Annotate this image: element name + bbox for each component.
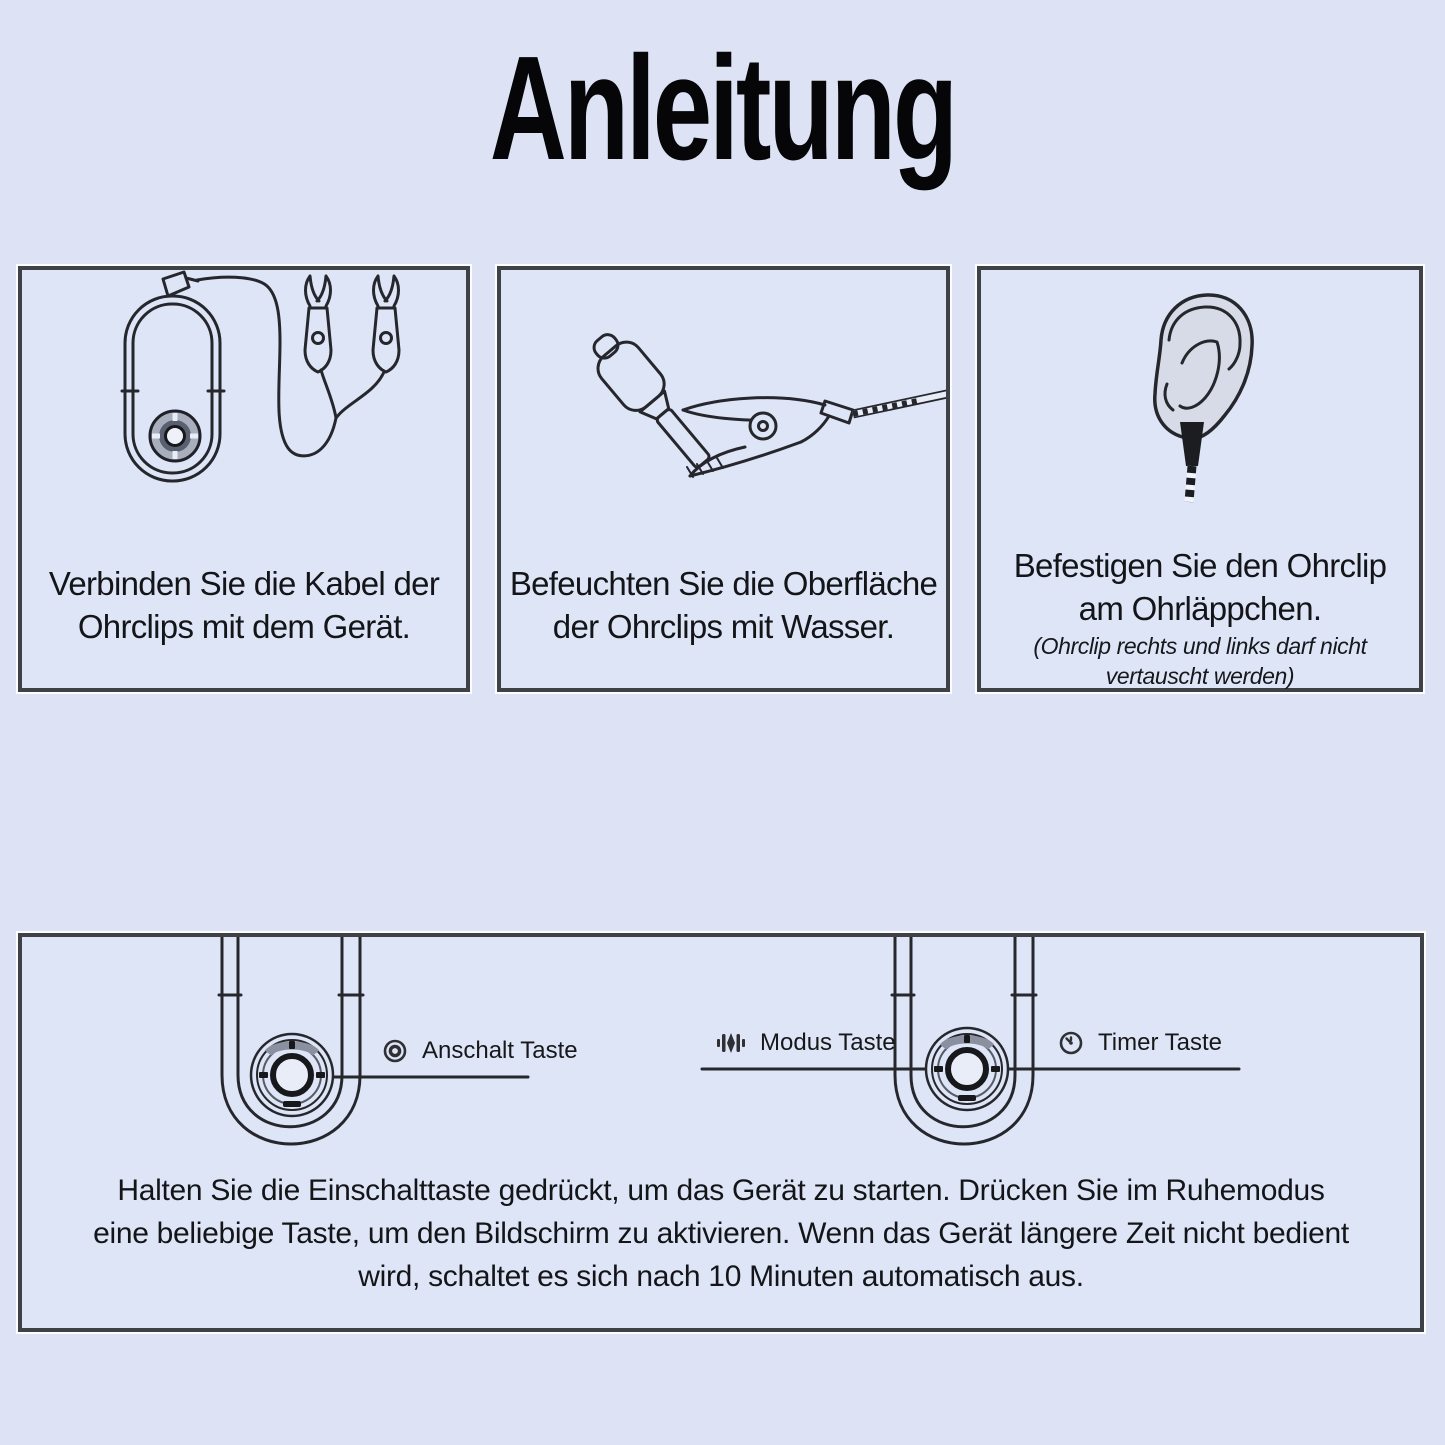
- caption-line: Befeuchten Sie die Oberfläche: [509, 565, 938, 602]
- caption-line: Ohrclips mit dem Gerät.: [77, 608, 411, 645]
- panel-connect-cables: [18, 266, 470, 692]
- panel-caption: [22, 562, 466, 648]
- usage-line: Halten Sie die Einschalttaste gedrückt, um das Gerät zu starten. Drücken Sie im Ruhemodus: [117, 1174, 1325, 1207]
- note-line: (Ohrclip rechts und links darf nicht: [1033, 633, 1367, 659]
- mode-button-text: Modus Taste: [760, 1029, 896, 1056]
- panel-note: [981, 631, 1419, 691]
- usage-line: wird, schaltet es sich nach 10 Minuten automatisch aus.: [358, 1260, 1084, 1293]
- alligator-clip: [683, 398, 853, 477]
- usage-instructions: [22, 1169, 1420, 1298]
- device-with-clips-illustration: [22, 270, 466, 536]
- timer-clock-icon: [1058, 1030, 1084, 1056]
- panel-caption: [501, 562, 946, 648]
- concentric-rings-icon: [382, 1038, 408, 1064]
- panel-moisten-clips: [497, 266, 950, 692]
- plug: [163, 272, 189, 296]
- panel-attach-earlobe: [977, 266, 1423, 692]
- ear-clip-left: [305, 276, 331, 372]
- control-dial-right: [926, 1028, 1008, 1110]
- caption-line: Befestigen Sie den Ohrclip: [1013, 547, 1387, 584]
- caption-line: Verbinden Sie die Kabel der: [48, 565, 440, 602]
- power-button-text: Anschalt Taste: [422, 1037, 578, 1064]
- buttons-section: [18, 933, 1424, 1332]
- control-dial-left: [251, 1034, 333, 1116]
- timer-button-text: Timer Taste: [1098, 1029, 1223, 1056]
- timer-button-label: [1058, 1029, 1222, 1057]
- ear-illustration: [981, 270, 1419, 536]
- usage-line: eine beliebige Taste, um den Bildschirm zu aktivieren. Wenn das Gerät längere Zeit nicht bedient: [93, 1217, 1349, 1250]
- clip-cable: [853, 394, 946, 414]
- ear-outline: [1155, 295, 1252, 439]
- device-dial: [150, 411, 200, 461]
- panel-caption: [981, 544, 1419, 630]
- water-dropper: [581, 323, 722, 478]
- ear-clip-right: [373, 276, 399, 372]
- mode-button-label: [716, 1029, 896, 1057]
- power-button-label: [382, 1037, 578, 1065]
- dropper-and-clip-illustration: [501, 270, 946, 536]
- caption-line: am Ohrläppchen.: [1078, 590, 1322, 627]
- clip-cable: [1189, 466, 1192, 502]
- caption-line: der Ohrclips mit Wasser.: [552, 608, 895, 645]
- ear-clip: [1180, 422, 1204, 466]
- cable: [197, 277, 336, 456]
- page-title: Anleitung: [489, 26, 956, 191]
- vibration-wave-icon: [716, 1030, 746, 1056]
- note-line: vertauscht werden): [1105, 663, 1295, 689]
